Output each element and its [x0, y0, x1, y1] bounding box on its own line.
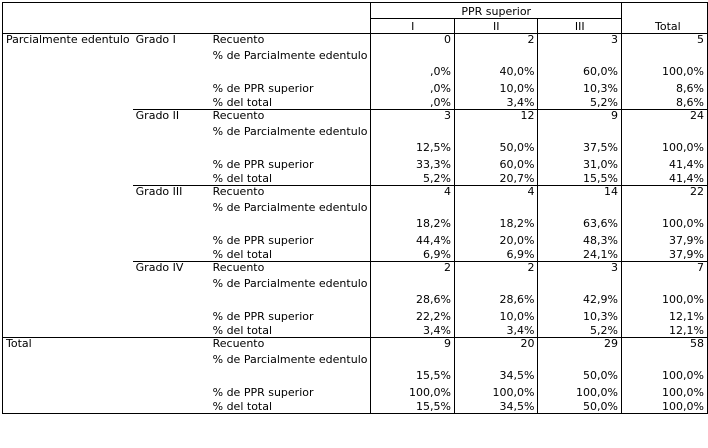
value-cell: 3,4% — [454, 95, 538, 110]
value-cell: 5,2% — [538, 95, 622, 110]
statistic-label: % del total — [210, 171, 371, 186]
value-cell: 10,0% — [454, 79, 538, 95]
total-value-cell: 100,0% — [621, 49, 707, 79]
total-value-cell: 24 — [621, 110, 707, 126]
value-cell: 10,0% — [454, 307, 538, 323]
value-cell: 44,4% — [371, 231, 455, 247]
value-cell: 63,6% — [538, 201, 622, 231]
statistic-label: Recuento — [210, 110, 371, 126]
total-value-cell: 41,4% — [621, 155, 707, 171]
statistic-label: % de PPR superior — [212, 82, 314, 95]
value-cell: 15,5% — [538, 171, 622, 186]
row-subgroup-label: Grado I — [133, 34, 210, 110]
value-cell: 6,9% — [454, 247, 538, 262]
value-cell: ,0% — [371, 79, 455, 95]
total-value-cell: 100,0% — [621, 201, 707, 231]
row-subgroup-label: Grado III — [133, 186, 210, 262]
value-cell: 100,0% — [454, 383, 538, 399]
total-value-cell: 12,1% — [621, 323, 707, 338]
statistic-label: % de PPR superior — [212, 386, 314, 399]
value-cell: 14 — [538, 186, 622, 202]
total-value-cell: 8,6% — [621, 79, 707, 95]
value-cell: ,0% — [371, 95, 455, 110]
value-cell: 18,2% — [454, 201, 538, 231]
value-cell: 34,5% — [454, 399, 538, 414]
statistic-label: % de PPR superior — [212, 158, 314, 171]
crosstab-body — [3, 34, 708, 414]
value-cell: 0 — [371, 34, 455, 50]
value-cell: 29 — [538, 338, 622, 354]
statistic-label: % de Parcialmente edentulo — [212, 277, 368, 290]
value-cell: 9 — [371, 338, 455, 354]
statistic-label: % de PPR superior — [212, 310, 314, 323]
total-value-cell: 41,4% — [621, 171, 707, 186]
row-group-label: Parcialmente edentulo — [3, 34, 133, 338]
value-cell: 42,9% — [538, 277, 622, 307]
value-cell: 9 — [538, 110, 622, 126]
value-cell: 5,2% — [371, 171, 455, 186]
value-cell: 15,5% — [371, 399, 455, 414]
value-cell: 6,9% — [371, 247, 455, 262]
value-cell: 48,3% — [538, 231, 622, 247]
value-cell: 15,5% — [371, 353, 455, 383]
value-cell: 100,0% — [538, 383, 622, 399]
total-value-cell: 37,9% — [621, 231, 707, 247]
value-cell: 20,0% — [454, 231, 538, 247]
total-value-cell: 37,9% — [621, 247, 707, 262]
column-header: II — [454, 19, 538, 34]
value-cell: 60,0% — [454, 155, 538, 171]
total-value-cell: 5 — [621, 34, 707, 50]
statistic-label: Recuento — [212, 33, 265, 46]
crosstab-container — [2, 2, 708, 414]
total-value-cell: 100,0% — [621, 277, 707, 307]
column-header: I — [371, 19, 455, 34]
total-value-cell: 7 — [621, 262, 707, 278]
total-value-cell: 12,1% — [621, 307, 707, 323]
statistic-label: % de Parcialmente edentulo — [212, 49, 368, 62]
total-column-header: Total — [621, 3, 707, 34]
value-cell: 31,0% — [538, 155, 622, 171]
statistic-label: % del total — [210, 95, 371, 110]
statistic-label: Recuento — [210, 262, 371, 278]
total-value-cell: 100,0% — [621, 125, 707, 155]
total-value-cell: 58 — [621, 338, 707, 354]
value-cell: 2 — [454, 262, 538, 278]
value-cell: 12,5% — [371, 125, 455, 155]
statistic-label: % de Parcialmente edentulo — [212, 353, 368, 366]
value-cell: 20 — [454, 338, 538, 354]
value-cell: 33,3% — [371, 155, 455, 171]
statistic-label: % de Parcialmente edentulo — [212, 201, 368, 214]
total-row — [3, 338, 708, 354]
statistic-label: Recuento — [210, 186, 371, 202]
value-cell: 3,4% — [371, 323, 455, 338]
value-cell: 34,5% — [454, 353, 538, 383]
column-header: III — [538, 19, 622, 34]
statistic-label: % del total — [210, 247, 371, 262]
value-cell: 3 — [371, 110, 455, 126]
row-subgroup-label: Grado IV — [133, 262, 210, 338]
value-cell: 18,2% — [371, 201, 455, 231]
value-cell: 2 — [371, 262, 455, 278]
value-cell: 24,1% — [538, 247, 622, 262]
value-cell: 40,0% — [454, 49, 538, 79]
value-cell: 10,3% — [538, 307, 622, 323]
value-cell: 20,7% — [454, 171, 538, 186]
statistic-label: % del total — [210, 323, 371, 338]
value-cell: 60,0% — [538, 49, 622, 79]
value-cell: 2 — [454, 34, 538, 50]
corner-cell — [3, 3, 371, 34]
value-cell: 28,6% — [454, 277, 538, 307]
value-cell: ,0% — [371, 49, 455, 79]
total-value-cell: 100,0% — [621, 353, 707, 383]
group-header: PPR superior — [371, 3, 622, 19]
total-value-cell: 100,0% — [621, 383, 707, 399]
value-cell: 50,0% — [538, 399, 622, 414]
crosstab-table — [2, 2, 708, 414]
total-value-cell: 22 — [621, 186, 707, 202]
total-value-cell: 8,6% — [621, 95, 707, 110]
statistic-label: Recuento — [210, 338, 371, 354]
value-cell: 3 — [538, 262, 622, 278]
statistic-label: % de PPR superior — [212, 234, 314, 247]
statistic-label: % de Parcialmente edentulo — [212, 125, 368, 138]
value-cell: 12 — [454, 110, 538, 126]
value-cell: 10,3% — [538, 79, 622, 95]
value-cell: 3,4% — [454, 323, 538, 338]
value-cell: 4 — [454, 186, 538, 202]
value-cell: 4 — [371, 186, 455, 202]
value-cell: 28,6% — [371, 277, 455, 307]
total-row-label: Total — [3, 338, 210, 414]
value-cell: 22,2% — [371, 307, 455, 323]
header-row-1 — [3, 3, 708, 19]
value-cell: 37,5% — [538, 125, 622, 155]
value-cell: 3 — [538, 34, 622, 50]
value-cell: 5,2% — [538, 323, 622, 338]
statistic-label: % del total — [210, 399, 371, 414]
value-cell: 50,0% — [538, 353, 622, 383]
row-subgroup-label: Grado II — [133, 110, 210, 186]
value-cell: 100,0% — [371, 383, 455, 399]
value-cell: 50,0% — [454, 125, 538, 155]
total-value-cell: 100,0% — [621, 399, 707, 414]
table-row — [3, 34, 708, 50]
